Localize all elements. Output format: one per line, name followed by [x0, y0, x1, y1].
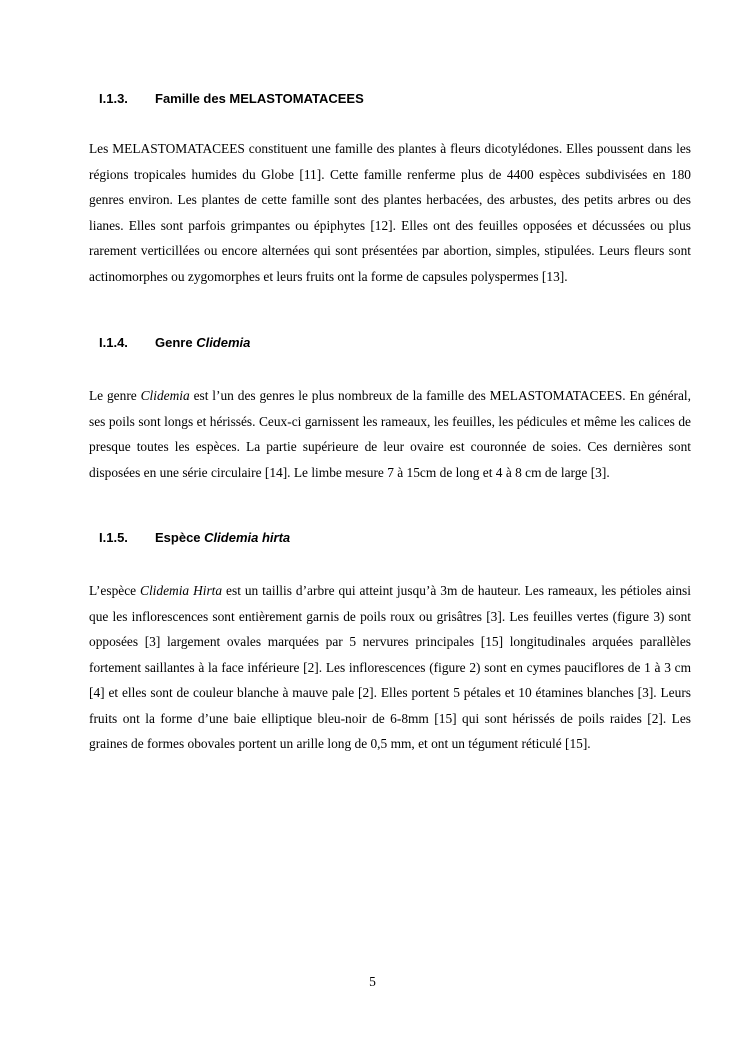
- paragraph-espece: [89, 578, 691, 757]
- section-title-italic: Clidemia hirta: [204, 530, 291, 545]
- paragraph-lead: L’espèce: [89, 583, 141, 598]
- section-title-prefix: Espèce: [155, 530, 205, 545]
- section-number: I.1.5.: [99, 530, 128, 545]
- paragraph-body: est l’un des genres le plus nombreux de la famille des MELASTOMATACEES. En général, ses poils sont longs et hérissés. Ceux-ci garnissent les rameaux, les feuilles, les pédicules et même les calices de presque toutes les espèces. La partie supérieure de leur ovaire est couronnée de soies. Ces dernières sont disposées en une série circulaire [14]. Le limbe mesure 7 à 15cm de long et 4 à 8 cm de large [3].: [89, 388, 691, 480]
- paragraph-body: est un taillis d’arbre qui atteint jusqu’à 3m de hauteur. Les rameaux, les pétioles ainsi que les inflorescences sont entièrement garnis de poils roux ou grisâtres [3]. Les feuilles vertes (figure 3) sont opposées [3] largement ovales marquées par 5 nervures principales [15] longitudinales arquées parallèles fortement saillantes à la face inférieure [2]. Les inflorescences (figure 2) sont en cymes pauciflores de 1 à 3 cm [4] et elles sont de couleur blanche à mauve pale [2]. Elles portent 5 pétales et 10 étamines blanches [3]. Leurs fruits ont la forme d’une baie elliptique bleu-noir de 6-8mm [15] qui sont hérissés de poils raides [2]. Les graines de formes obovales portent un arille long de 0,5 mm, et ont un tégument réticulé [15].: [89, 583, 691, 751]
- paragraph-genre: [89, 383, 691, 485]
- section-number: I.1.3.: [99, 91, 128, 106]
- section-title-prefix: Genre: [155, 335, 197, 350]
- section-title: Famille des MELASTOMATACEES: [155, 91, 364, 106]
- section-title-italic: Clidemia: [196, 335, 251, 350]
- section-heading-genre: [99, 335, 250, 351]
- genus-name: Clidemia: [140, 388, 190, 403]
- section-number: I.1.4.: [99, 335, 128, 350]
- page-number: 5: [369, 974, 376, 989]
- species-name: Clidemia Hirta: [140, 583, 223, 598]
- paragraph-lead: Le genre: [89, 388, 141, 403]
- paragraph-famille: Les MELASTOMATACEES constituent une famille des plantes à fleurs dicotylédones. Elles poussent dans les régions tropicales humides du Globe [11]. Cette famille renferme plus de 4400 espèces subdivisées en 180 genres environ. Les plantes de cette famille sont des plantes herbacées, des arbustes, des petits arbres ou des lianes. Elles sont parfois grimpantes ou épiphytes [12]. Elles ont des feuilles opposées et décussées ou plus rarement verticillées ou encore alternées qui sont présentées par abortion, simples, stipulées. Leurs fleurs sont actinomorphes ou zygomorphes et leurs fruits ont la forme de capsules polyspermes [13].: [89, 141, 691, 284]
- section-heading-espece: [99, 530, 290, 546]
- section-heading-famille: [99, 91, 364, 107]
